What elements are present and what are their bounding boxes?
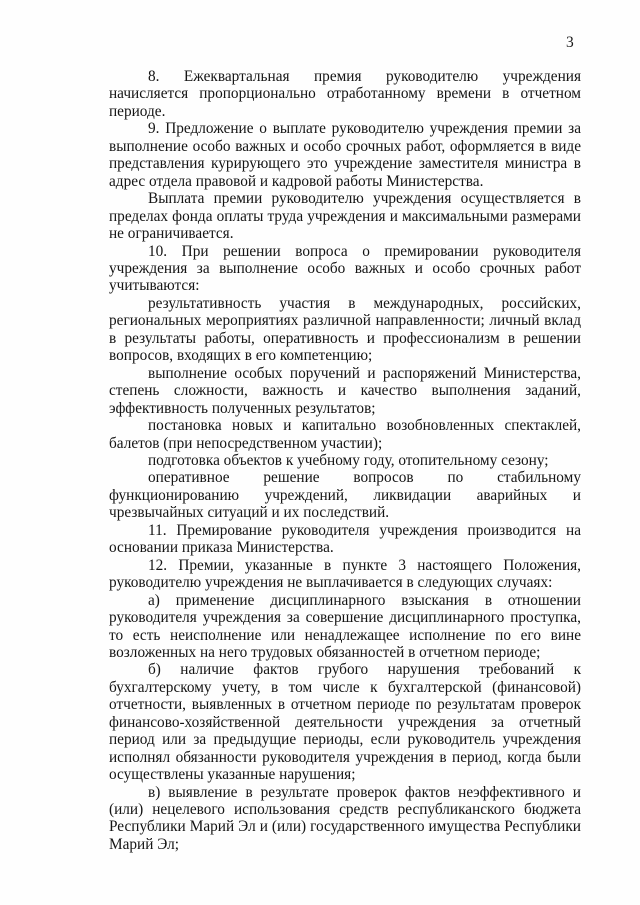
paragraph-11: 11. Премирование руководителя учреждения производится на основании приказа Министерства. bbox=[109, 521, 581, 557]
paragraph-12-a: а) применение дисциплинарного взыскания в отношении руководителя учреждения за совершение дисциплинарного проступка, то есть неисполнение или ненадлежащее исполнение по его вине возложенных на него трудовых обязанностей в отчетном периоде; bbox=[109, 591, 581, 661]
paragraph-criterion-emergency: оперативное решение вопросов по стабильному функционированию учреждений, ликвидации аварийных и чрезвычайных ситуаций и их последствий. bbox=[109, 469, 581, 522]
paragraph-12-v: в) выявление в результате проверок фактов неэффективного и (или) нецелевого использования средств республиканского бюджета Республики Марий Эл и (или) государственного имущества Республики Марий Эл; bbox=[109, 783, 581, 853]
paragraph-payment-limits: Выплата премии руководителю учреждения осуществляется в пределах фонда оплаты труда учреждения и максимальными размерами не ограничивается. bbox=[109, 190, 581, 243]
paragraph-12: 12. Премии, указанные в пункте 3 настоящего Положения, руководителю учреждения не выплачивается в следующих случаях: bbox=[109, 556, 581, 592]
paragraph-9: 9. Предложение о выплате руководителю учреждения премии за выполнение особо важных и особо срочных работ, оформляется в виде представления курирующего это учреждение заместителя министра в адрес отдела правовой и кадровой работы Министерства. bbox=[109, 120, 581, 190]
paragraph-8: 8. Ежеквартальная премия руководителю учреждения начисляется пропорционально отработанному времени в отчетном периоде. bbox=[109, 68, 581, 120]
paragraph-10: 10. При решении вопроса о премировании руководителя учреждения за выполнение особо важных и особо срочных работ учитываются: bbox=[109, 242, 581, 295]
paragraph-criterion-participation: результативность участия в международных, российских, региональных мероприятиях различной направленности; личный вклад в результаты работы, оперативность и профессионализм в решении вопросов, входящих в его компетенцию; bbox=[109, 294, 581, 365]
page-number: 3 bbox=[566, 34, 574, 51]
paragraph-criterion-assignments: выполнение особых поручений и распоряжений Министерства, степень сложности, важность и качество выполнения заданий, эффективность полученных результатов; bbox=[109, 364, 581, 417]
paragraph-criterion-performances: постановка новых и капитально возобновленных спектаклей, балетов (при непосредственном участии); bbox=[109, 417, 581, 452]
paragraph-criterion-preparation: подготовка объектов к учебному году, отопительному сезону; bbox=[148, 451, 549, 469]
paragraph-12-b: б) наличие фактов грубого нарушения требований к бухгалтерскому учету, в том числе к бухгалтерской (финансовой) отчетности, выявленных в отчетном периоде по результатам проверок финансово-хозяйственной деятельности учреждения за отчетный период или за предыдущие периоды, если руководитель учреждения исполнял обязанности руководителя учреждения в период, когда были осуществлены указанные нарушения; bbox=[109, 661, 581, 784]
document-body bbox=[109, 68, 581, 853]
